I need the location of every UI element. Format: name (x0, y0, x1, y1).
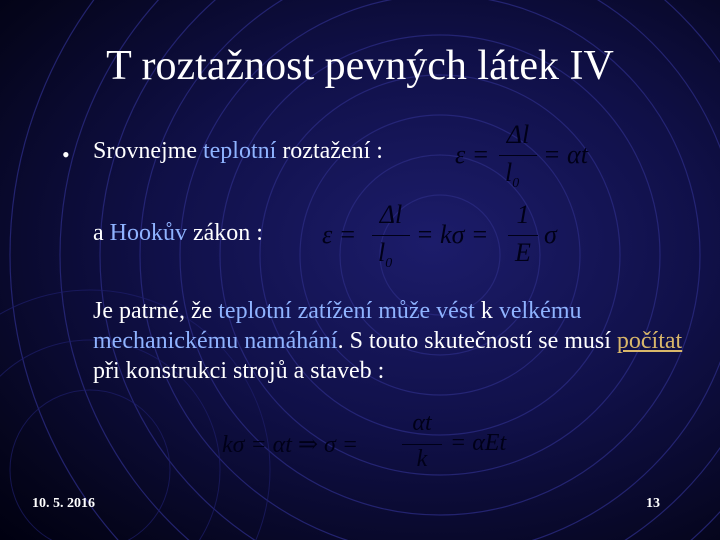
highlight-hookuv: Hookův (109, 220, 187, 246)
hooke-law-label: a Hookův zákon : (93, 220, 263, 246)
bullet-text-thermal-expansion: Srovnejme teplotní roztažení : (93, 138, 383, 164)
bullet-icon: • (62, 142, 70, 167)
slide-title: T roztažnost pevných látek IV (106, 43, 614, 89)
formula-thermal-strain: ε = Δl $l_0$ = αt (455, 120, 588, 192)
explanation-paragraph: Je patrné, že teplotní zatížení může vést k velkému mechanickému namáhání. S touto skutečností se musí počítat při konstrukci strojů a staveb : (93, 298, 683, 384)
formula-hooke-law: ε = Δl $l_0$ = kσ = 1 E σ (322, 200, 557, 272)
footer-date: 10. 5. 2016 (32, 496, 95, 511)
formula-thermal-stress: kσ = αt ⇒ σ = αt k = αEt (222, 410, 507, 472)
page-number: 13 (646, 496, 660, 511)
highlight-teplotni: teplotní (202, 138, 277, 164)
link-pocitat[interactable]: počítat (616, 328, 683, 354)
